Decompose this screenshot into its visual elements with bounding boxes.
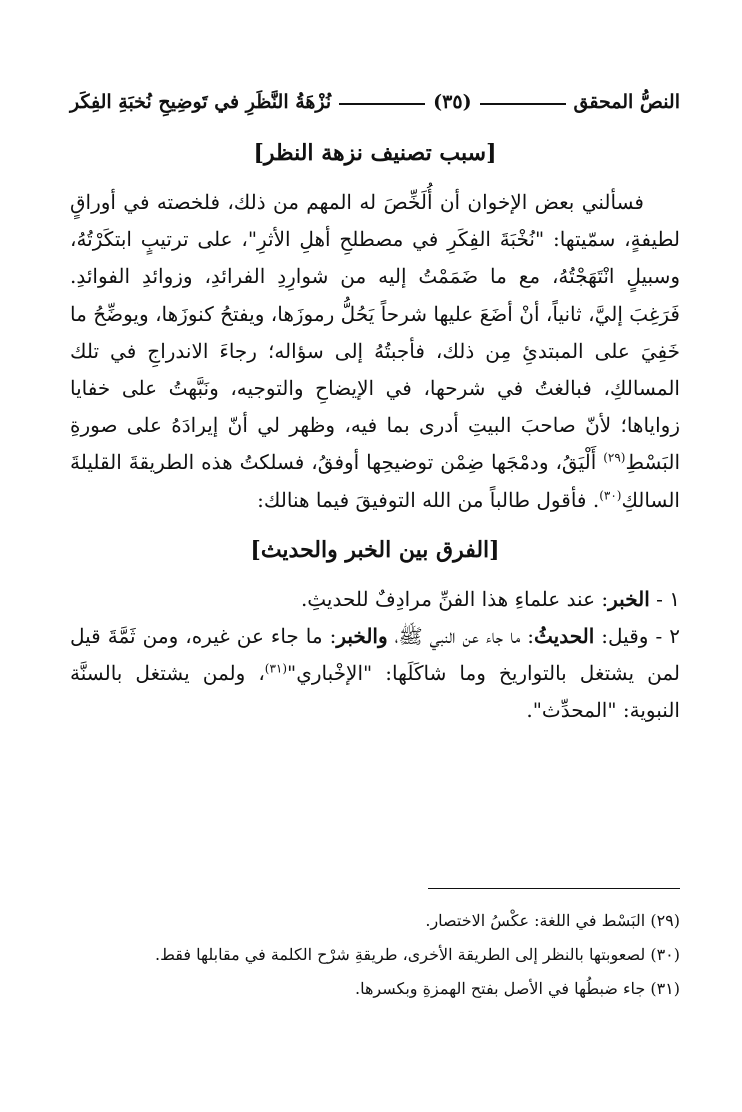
section-heading-difference: [الفرق بين الخبر والحديث] [250, 536, 500, 563]
page-body [70, 130, 680, 730]
footnote-ref-31: (٣١) [264, 661, 288, 676]
footnotes [70, 904, 680, 1006]
term-khabar: الخبر [608, 586, 650, 611]
footnote-31: (٣١) جاء ضبطُها في الأصل بفتح الهمزةِ وبكسرها. [355, 979, 680, 998]
definitions-list [70, 581, 680, 730]
section-heading-reason: [سبب تصنيف نزهة النظر] [253, 140, 497, 166]
footnote-ref-30: (٣٠) [599, 487, 622, 502]
header-rule-right [480, 103, 566, 105]
paragraph-reason: فسألني بعض الإخوان أن أُلَخِّصَ له المهم من ذلك، فلخصته في أوراقٍ لطيفةٍ، سمّيتها: "نُخْبَةَ الفِكَرِ في مصطلحِ أهلِ الأثرِ"، على ترتيبٍ ابتكَرْتُهُ، وسبيلٍ انْتَهَجْتُهُ، مع ما ضَمَمْتُ إليه من شوارِدِ الفرائدِ، وزوائدِ الفوائدِ. فَرَغِبَ إليَّ، ثانياً، أنْ أضَعَ عليها شرحاً يَحُلُّ رموزَها، ويفتحُ كنوزَها، ويوضِّحُ ما خَفِيَ على المبتدئِ مِن ذلك، فأجبتُهُ إلى سؤاله؛ رجاءَ الاندراجِ في تلك المسالكِ، فبالغتُ في شرحها، في الإيضاحِ والتوجيه، ونَبَّهتُ على خفايا زواياها؛ لأنّ صاحبَ البيتِ أدرى بما فيه، وظهر لي أنّ إيرادَهُ على صورةِ البَسْطِ$^{(٢٩)}$ أَلْيَقُ، ودمْجَها ضِمْن توضيحِها أوفقُ، فسلكتُ هذه الطريقةَ القليلةَ السالكِ$^{(٣٠)}$. فأقول طالباً من الله التوفيقَ فيما هنالك: [70, 190, 680, 512]
footnote-30: (٣٠) لصعوبتها بالنظر إلى الطريقة الأخرى، طريقةِ شرْح الكلمة في مقابلها فقط. [155, 945, 680, 964]
footnote-29: (٢٩) البَسْط في اللغة: عكْسُ الاختصار. [425, 911, 680, 930]
footnote-separator [428, 888, 680, 889]
term-hadith: الحديثُ [534, 624, 595, 649]
list-item: ١ - الخبر: عند علماءِ هذا الفنِّ مرادِفٌ للحديثِ. [300, 586, 680, 611]
list-item: ٢ - وقيل: الحديثُ: ما جاء عن النبي ﷺ، والخبر: ما جاء عن غيره، ومن ثَمَّةَ قيل لمن يشتغل بالتواريخ وما شاكَلَها: "الإخْباري"$^{(٣١)}$، ولمن يشتغل بالسنَّة النبوية: "المحدِّث". [70, 624, 680, 723]
term-khabar-2: والخبر [336, 624, 388, 649]
header-book-title: نُزْهَةُ النَّظَرِ في تَوضِيحِ نُخبَةِ الفِكَر [69, 91, 332, 113]
running-header [70, 82, 680, 122]
header-book-section: النصُّ المحقق [573, 91, 680, 113]
footnote-ref-29: (٢٩) [603, 450, 626, 465]
page-number: (٣٥) [433, 91, 472, 113]
header-rule-left [339, 103, 425, 105]
